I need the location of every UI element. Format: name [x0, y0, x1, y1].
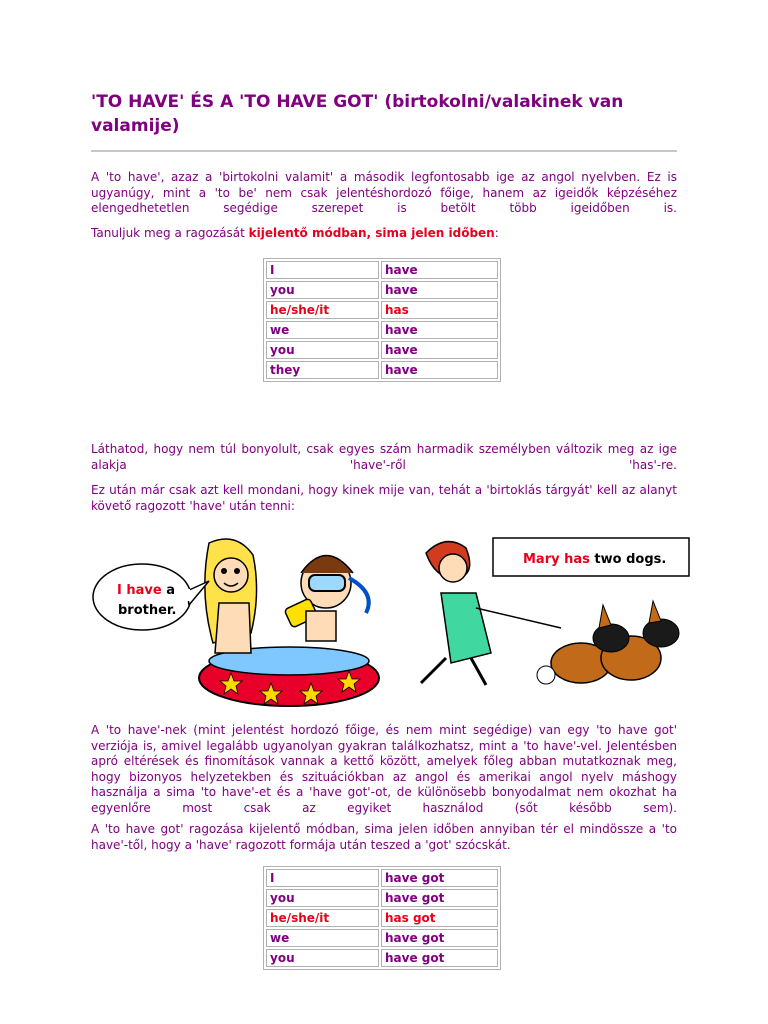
instruction-end: : — [494, 226, 499, 240]
subject-cell: you — [266, 949, 379, 967]
subject-cell: I — [266, 869, 379, 887]
verb-cell: has — [381, 301, 498, 319]
have-got-conjugation-table — [263, 866, 501, 970]
sign-rest-text: two dogs. — [589, 552, 667, 567]
bubble-text-brother: brother. — [118, 603, 177, 618]
verb-cell: have got — [381, 889, 498, 907]
table-row — [266, 361, 498, 379]
verb-cell: have got — [381, 949, 498, 967]
pool-scene — [199, 539, 379, 706]
verb-cell: have got — [381, 869, 498, 887]
bubble-red-text: I have — [117, 583, 162, 598]
subject-cell: they — [266, 361, 379, 379]
subject-cell: we — [266, 321, 379, 339]
have-conjugation-table — [263, 258, 501, 382]
table-row — [266, 281, 498, 299]
instruction-paragraph — [91, 226, 677, 242]
have-got-conjugation-paragraph: A 'to have got' ragozása kijelentő módban, sima jelen időben annyiban tér el mindössze a 'to have'-től, hogy a 'have' ragozott formája után teszed a 'got' szócskát. — [91, 822, 677, 852]
verb-cell: have — [381, 261, 498, 279]
table-row — [266, 929, 498, 947]
verb-cell: have — [381, 281, 498, 299]
mary-sign — [493, 538, 689, 576]
subject-cell: I — [266, 261, 379, 279]
have-got-paragraph: A 'to have'-nek (mint jelentést hordozó főige, és nem mint segédige) van egy 'to have got' verziója is, amivel legalább ugyanolyan gyakran találkozhatsz, mint a 'to have'-vel. Jelentésben apró eltérések és finomítások vannak a kettő között, amelyek főleg abban mutatkoznak meg, hogy bizonyos helyzetekben és szituációkban az angol és amerikai angol nyelv máshogy használja a sima 'to have'-et és a 'have got'-ot, de különösebb bonyodalmat nem okozhat ha egyenlőre most csak az egyiket használod (sőt később sem). — [91, 723, 677, 815]
sign-red-text: Mary has — [523, 552, 590, 567]
subject-cell: he/she/it — [266, 909, 379, 927]
page-title: 'TO HAVE' ÉS A 'TO HAVE GOT' (birtokolni/valakinek van valamije) — [91, 92, 624, 136]
subject-cell: you — [266, 889, 379, 907]
table-row — [266, 341, 498, 359]
table-row — [266, 261, 498, 279]
svg-text:Mary has two dogs. — [523, 552, 666, 567]
table-row — [266, 301, 498, 319]
verb-cell: have — [381, 321, 498, 339]
illustration — [91, 533, 701, 713]
speech-bubble — [93, 564, 209, 630]
table-row — [266, 321, 498, 339]
instruction-text: Tanuljuk meg a ragozását — [91, 226, 249, 240]
intro-paragraph: A 'to have', azaz a 'birtokolni valamit' a második legfontosabb ige az angol nyelvben. Ez is ugyanúgy, mint a 'to be' nem csak jelentéshordozó főige, hanem az igeidők képzéséhez elengedhetetlen segédige szerepet is betölt több igeidőben is. — [91, 170, 677, 215]
explanation-paragraph: Láthatod, hogy nem túl bonyolult, csak egyes szám harmadik személyben változik meg az ige alakja 'have'-ről 'has'-re. — [91, 442, 677, 472]
table-row — [266, 909, 498, 927]
table-row — [266, 949, 498, 967]
table-row — [266, 889, 498, 907]
subject-cell: he/she/it — [266, 301, 379, 319]
subject-cell: you — [266, 341, 379, 359]
verb-cell: have got — [381, 929, 498, 947]
svg-text:I have a — [117, 583, 175, 598]
subject-cell: you — [266, 281, 379, 299]
bubble-text-a: a — [161, 583, 175, 598]
verb-cell: have — [381, 341, 498, 359]
table-row — [266, 869, 498, 887]
usage-paragraph: Ez után már csak azt kell mondani, hogy kinek mije van, tehát a 'birtoklás tárgyát' kell az alanyt követő ragozott 'have' után tenni: — [91, 483, 677, 513]
instruction-highlight: kijelentő módban, sima jelen időben — [248, 226, 495, 240]
verb-cell: has got — [381, 909, 498, 927]
verb-cell: have — [381, 361, 498, 379]
subject-cell: we — [266, 929, 379, 947]
title-divider — [91, 150, 677, 152]
